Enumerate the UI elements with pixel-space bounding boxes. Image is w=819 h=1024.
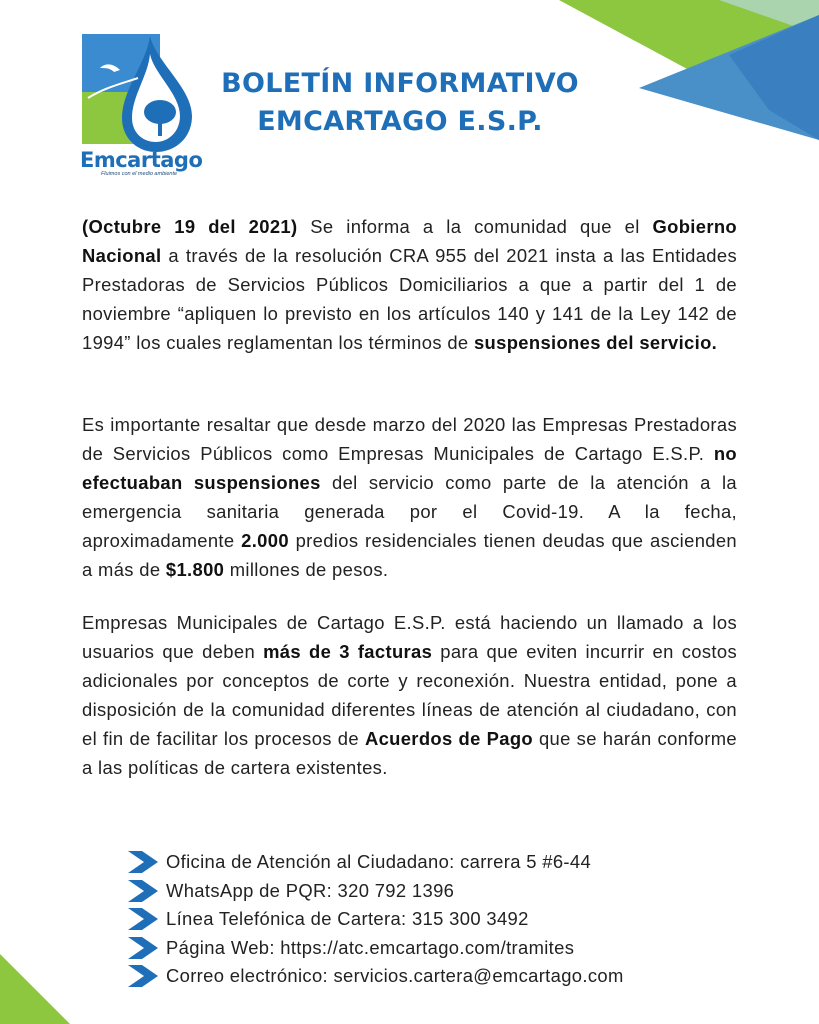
contact-item-email — [128, 962, 624, 991]
bottom-green-triangle — [0, 954, 70, 1024]
contact-item-phone — [128, 905, 624, 934]
contact-item-website — [128, 934, 624, 963]
contact-text: Página Web: https://atc.emcartago.com/tramites — [166, 936, 575, 958]
contact-text: WhatsApp de PQR: 320 792 1396 — [166, 879, 455, 901]
bold-text: no efectuaban suspensiones — [82, 443, 737, 493]
bold-text: Acuerdos de Pago — [364, 728, 534, 749]
contact-text: Línea Telefónica de Cartera: 315 300 3492 — [166, 908, 529, 930]
text: Es importante resaltar que desde marzo del 2020 las Empresas Prestadoras de Servicios Públicos como Empresas Municipales de Cartago E.S.P. — [82, 414, 737, 464]
bold-text: más de 3 facturas — [263, 641, 433, 662]
bottom-left-decoration — [0, 954, 70, 1024]
paragraph-2 — [82, 410, 737, 584]
text: Empresas Municipales de Cartago E.S.P. está haciendo un llamado a los usuarios que deben — [82, 612, 737, 662]
page-title-line1: BOLETÍN INFORMATIVO — [221, 68, 579, 99]
bold-text: (Octubre 19 del 2021) — [82, 216, 298, 237]
logo-wordmark: Emcartago — [80, 148, 203, 172]
text: para que eviten incurrir en costos adicionales por conceptos de corte y reconexión. Nuestra entidad, pone a disposición de la comunidad diferentes líneas de atención al ciudadano, con el fin de facilitar los procesos de — [82, 641, 737, 749]
contact-item-whatsapp — [128, 877, 624, 906]
chevron-right-icon — [128, 908, 158, 930]
logo-tagline: Fluimos con el medio ambiente — [100, 171, 178, 177]
chevron-right-icon — [128, 851, 158, 873]
bold-text: $1.800 — [165, 559, 225, 580]
page-title-line2: EMCARTAGO E.S.P. — [257, 106, 543, 137]
bold-text: suspensiones del servicio. — [473, 332, 718, 353]
contact-item-office — [128, 848, 624, 877]
contact-text: Correo electrónico: servicios.cartera@emcartago.com — [166, 965, 624, 987]
text: predios residenciales tienen deudas que ascienden a más de — [82, 530, 738, 580]
text: que se harán conforme a las políticas de cartera existentes. — [82, 728, 737, 778]
contact-text: Oficina de Atención al Ciudadano: carrera 5 #6-44 — [166, 851, 592, 873]
chevron-right-icon — [128, 937, 158, 959]
paragraph-1 — [82, 212, 737, 357]
contact-list — [128, 848, 624, 991]
chevron-right-icon — [128, 880, 158, 902]
chevron-right-icon — [128, 965, 158, 987]
text: del servicio como parte de la atención a la emergencia sanitaria generada por el Covid-19. A la fecha, aproximadamente — [82, 472, 737, 551]
bold-text: Gobierno Nacional — [82, 216, 737, 266]
text: a través de la resolución CRA 955 del 2021 insta a las Entidades Prestadoras de Servicios Públicos Domiciliarios a que a partir del 1 de noviembre “apliquen lo previsto en los artículos 140 y 141 de la Ley 142 de 1994” los cuales reglamentan los términos de — [82, 245, 737, 353]
text: Se informa a la comunidad que el — [297, 216, 653, 237]
text: millones de pesos. — [224, 559, 389, 580]
paragraph-3 — [82, 608, 737, 782]
bold-text: 2.000 — [241, 530, 289, 551]
